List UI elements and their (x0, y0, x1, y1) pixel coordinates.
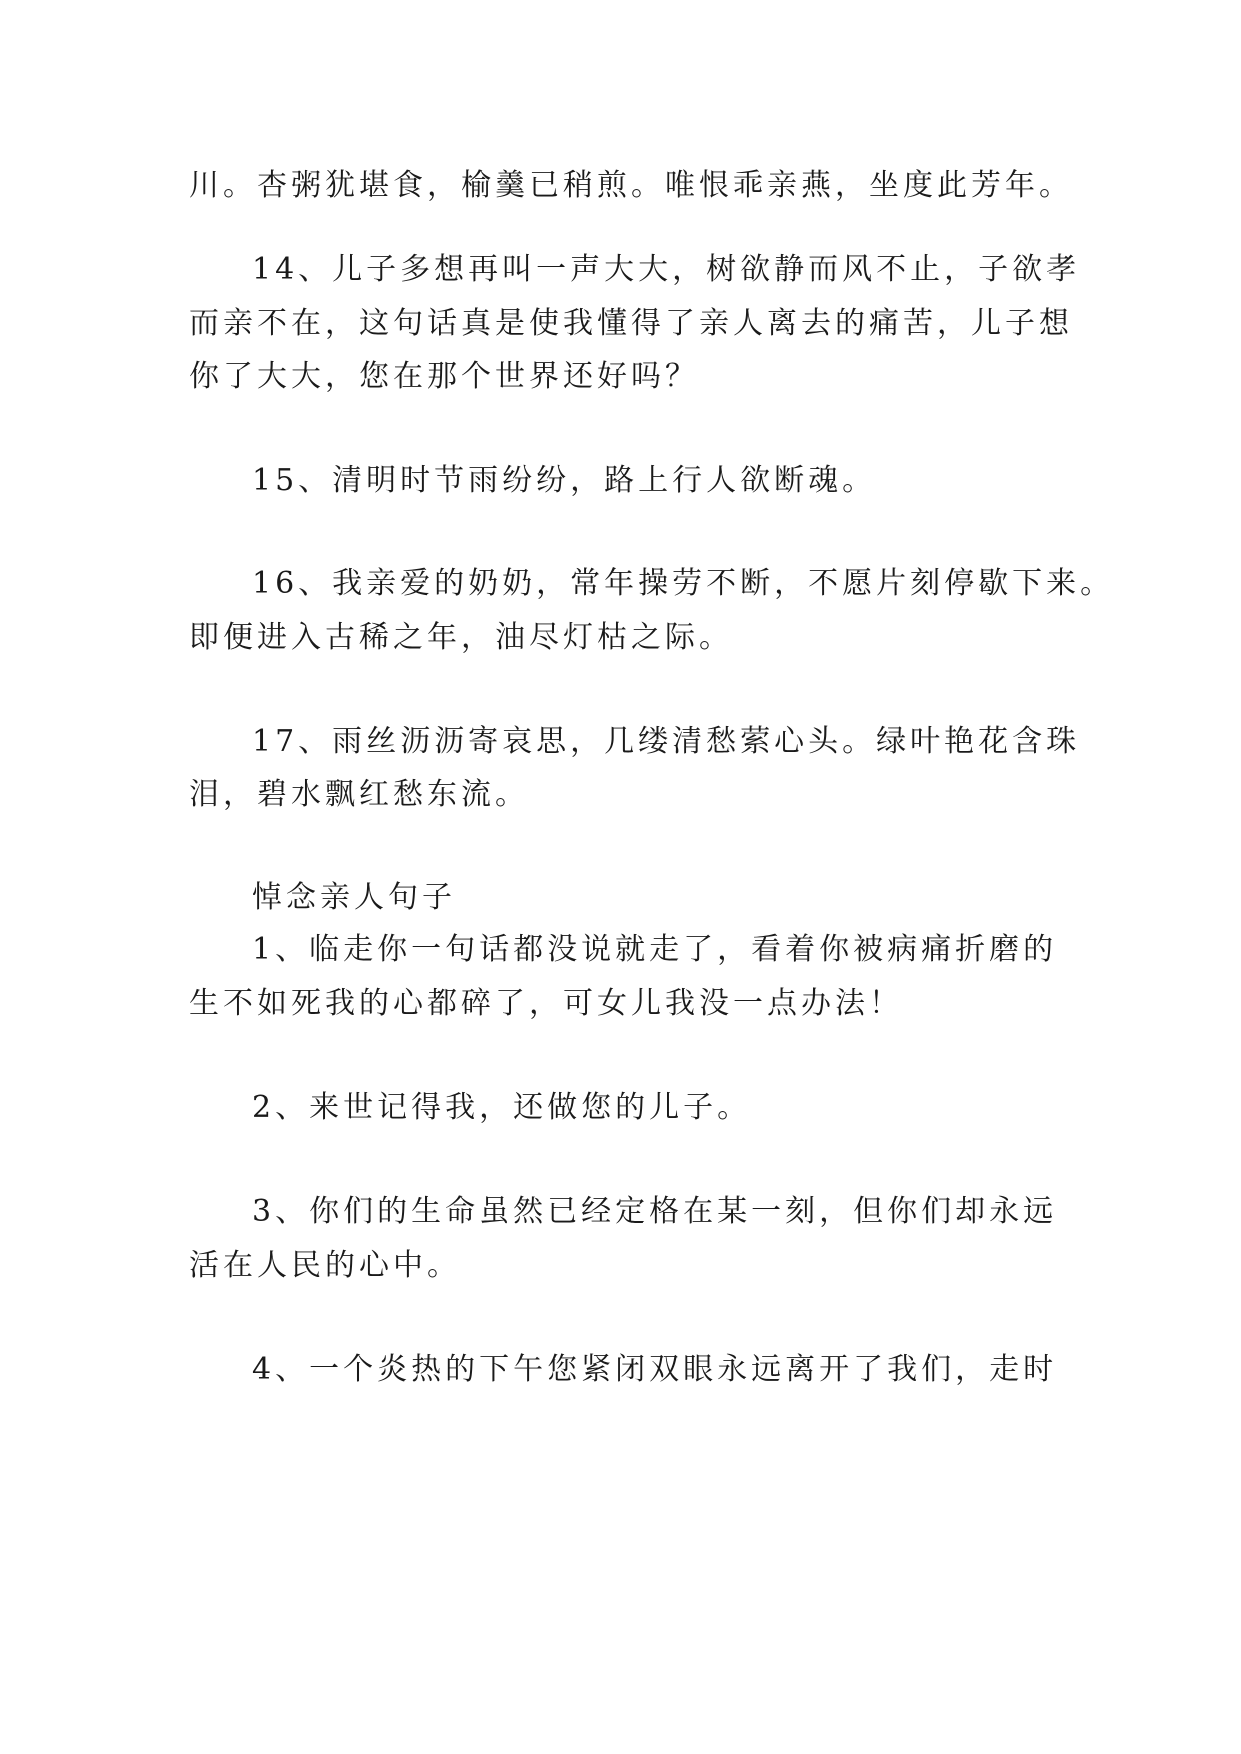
text-line-item-14-cont-1: 而亲不在，这句话真是使我懂得了亲人离去的痛苦，儿子想 (189, 306, 1073, 341)
text-line-item-14: 14、儿子多想再叫一声大大，树欲静而风不止，子欲孝 (252, 252, 1081, 287)
text-line-item-1-cont: 生不如死我的心都碎了，可女儿我没一点办法！ (189, 986, 903, 1021)
text-line-continuation-13: 川。杏粥犹堪食，榆羹已稍煎。唯恨乖亲燕，坐度此芳年。 (189, 168, 1073, 203)
text-line-item-3: 3、你们的生命虽然已经定格在某一刻，但你们却永远 (252, 1194, 1058, 1229)
text-line-item-17-cont: 泪，碧水飘红愁东流。 (189, 777, 529, 812)
text-line-item-3-cont: 活在人民的心中。 (189, 1248, 461, 1283)
text-line-item-4: 4、一个炎热的下午您紧闭双眼永远离开了我们，走时 (252, 1352, 1058, 1387)
section-heading: 悼念亲人句子 (252, 880, 456, 915)
text-line-item-17: 17、雨丝沥沥寄哀思，几缕清愁萦心头。绿叶艳花含珠 (252, 724, 1081, 759)
text-line-item-1: 1、临走你一句话都没说就走了，看着你被病痛折磨的 (252, 932, 1058, 967)
text-line-item-15: 15、清明时节雨纷纷，路上行人欲断魂。 (252, 463, 877, 498)
text-line-item-16: 16、我亲爱的奶奶，常年操劳不断，不愿片刻停歇下来。 (252, 566, 1115, 601)
text-line-item-2: 2、来世记得我，还做您的儿子。 (252, 1090, 752, 1125)
text-line-item-16-cont: 即便进入古稀之年，油尽灯枯之际。 (189, 620, 733, 655)
text-line-item-14-cont-2: 你了大大，您在那个世界还好吗？ (189, 359, 699, 394)
